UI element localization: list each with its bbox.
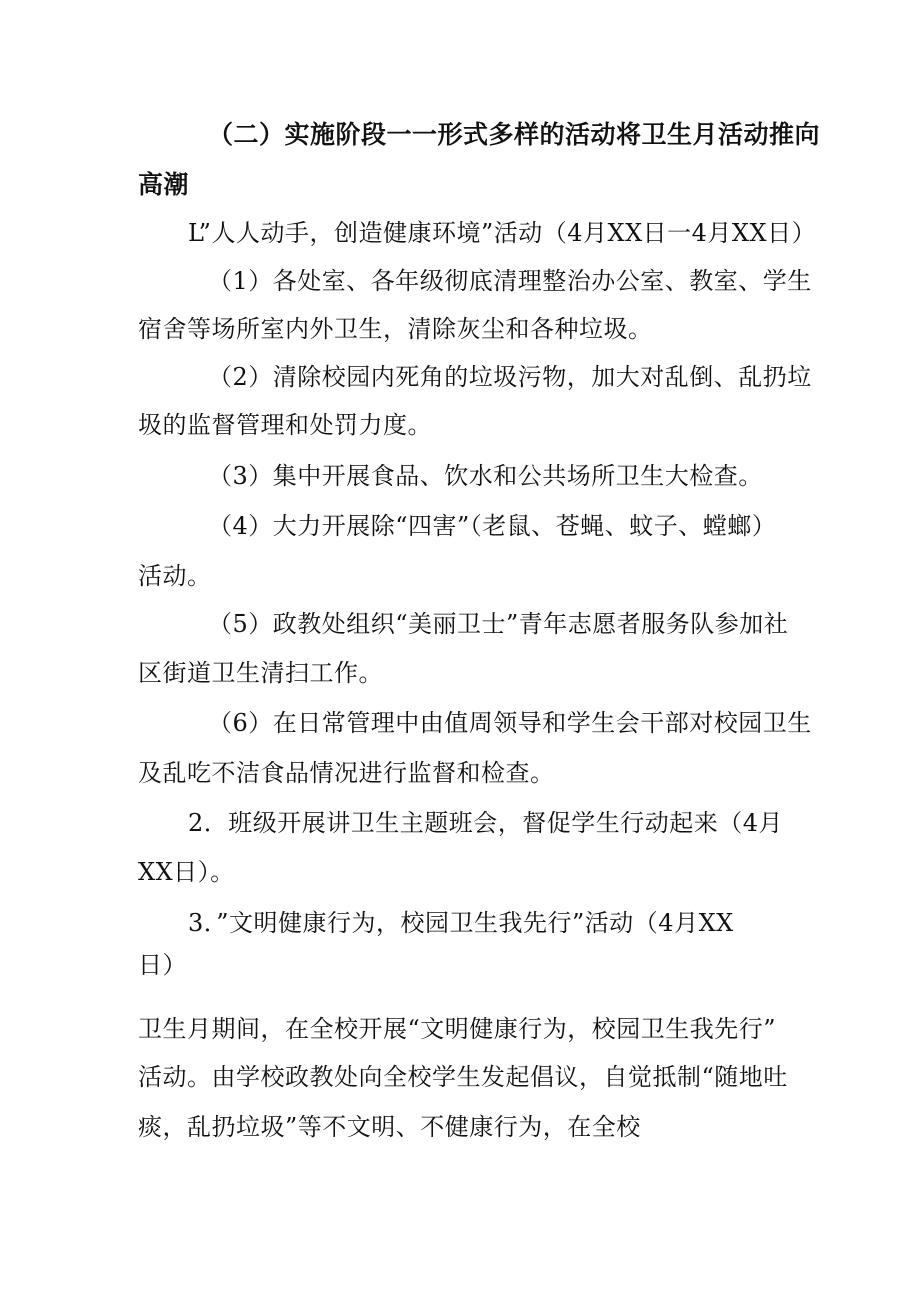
section-heading-line-1: （二）实施阶段一一形式多样的活动将卫生月活动推向 <box>208 120 821 149</box>
item-3-line-1: 3．”文明健康行为，校园卫生我先行”活动（4月XX <box>188 909 734 937</box>
sub-item-4-line-1: （4）大力开展除“四害”（老鼠、苍蝇、蚊子、螳螂） <box>208 512 777 540</box>
sub-item-6-line-1: （6）在日常管理中由值周领导和学生会干部对校园卫生 <box>208 709 812 737</box>
paragraph-line-1: 卫生月期间，在全校开展“文明健康行为，校园卫生我先行” <box>138 1015 777 1043</box>
item-1-title: L”人人动手，创造健康环境”活动（4月XX日一4月XX日） <box>188 219 817 247</box>
paragraph-line-3: 痰，乱扔垃圾”等不文明、不健康行为，在全校 <box>138 1113 641 1141</box>
paragraph-line-2: 活动。由学校政教处向全校学生发起倡议，自觉抵制“随地吐 <box>138 1063 788 1091</box>
sub-item-6-line-2: 及乱吃不洁食品情况进行监督和检查。 <box>138 759 555 787</box>
sub-item-5-line-2: 区街道卫生清扫工作。 <box>138 659 383 687</box>
sub-item-2-line-1: （2）清除校园内死角的垃圾污物，加大对乱倒、乱扔垃 <box>208 363 812 391</box>
item-2-line-2: XX日）。 <box>138 858 235 886</box>
sub-item-1-line-1: （1）各处室、各年级彻底清理整治办公室、教室、学生 <box>208 267 812 295</box>
sub-item-5-line-1: （5）政教处组织“美丽卫士”青年志愿者服务队参加社 <box>208 610 789 638</box>
sub-item-3-line-1: （3）集中开展食品、饮水和公共场所卫生大检查。 <box>208 462 763 490</box>
item-3-line-2: 日） <box>138 951 187 979</box>
sub-item-4-line-2: 活动。 <box>138 562 212 590</box>
sub-item-2-line-2: 圾的监督管理和处罚力度。 <box>138 411 432 439</box>
section-heading-line-2: 高潮 <box>138 170 190 199</box>
sub-item-1-line-2: 宿舍等场所室内外卫生，清除灰尘和各种垃圾。 <box>138 315 653 343</box>
item-2-line-1: 2．班级开展讲卫生主题班会，督促学生行动起来（4月 <box>188 809 784 837</box>
